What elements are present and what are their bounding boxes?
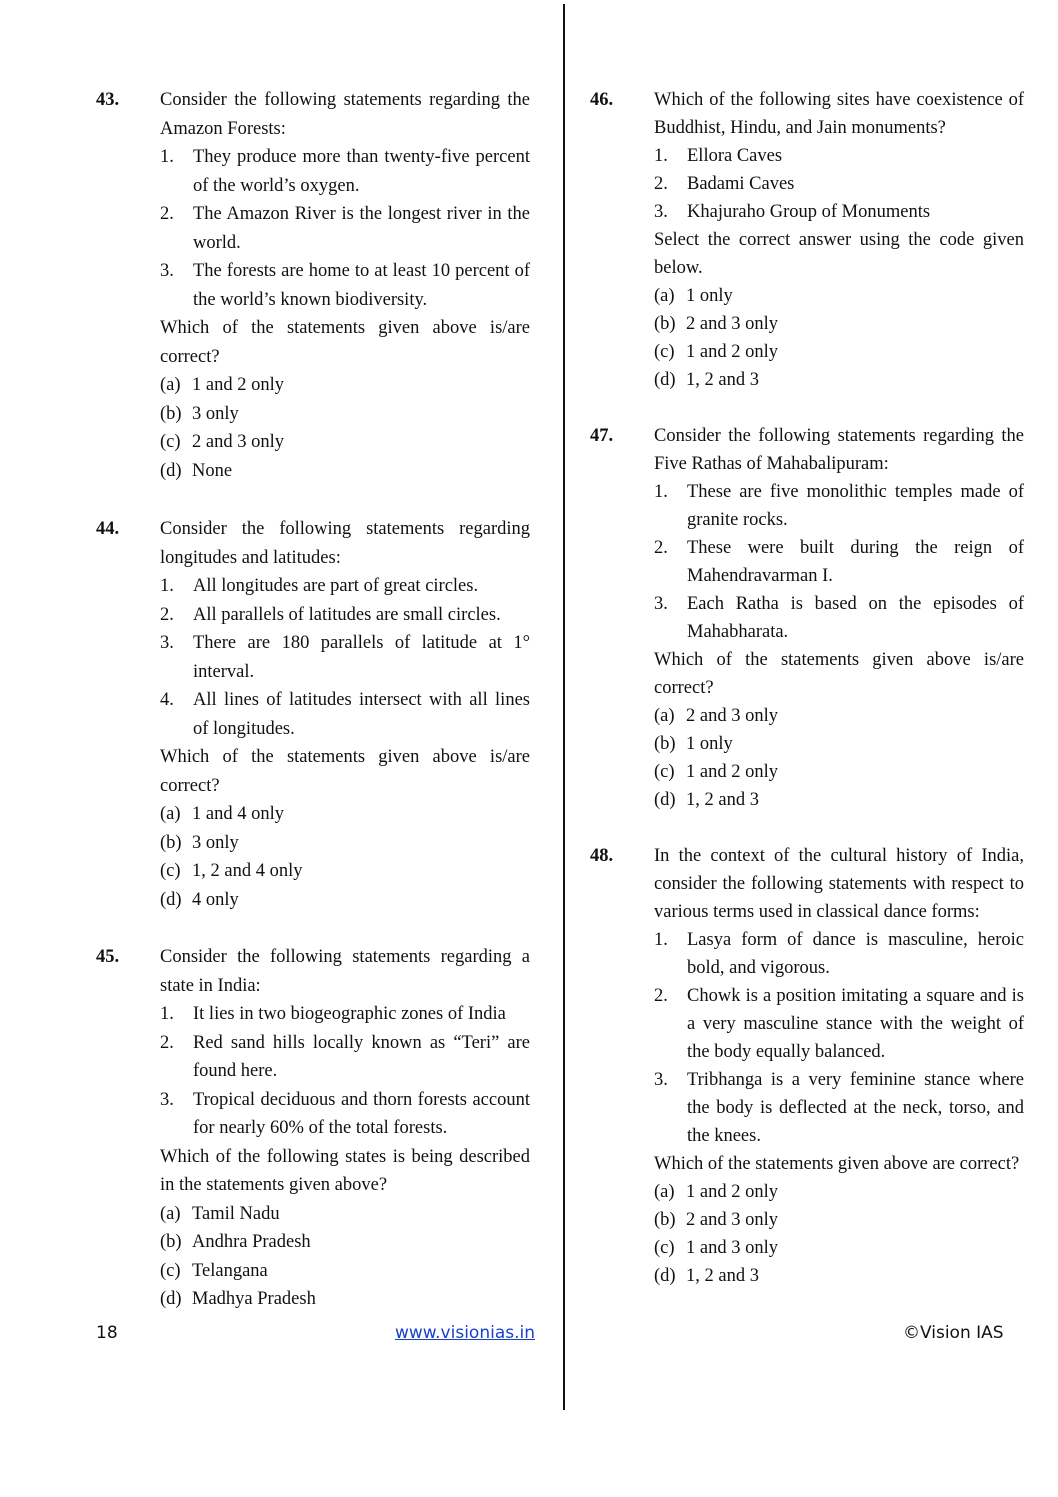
statement-number: 4. bbox=[160, 690, 174, 710]
option-label: (c) bbox=[654, 1238, 675, 1258]
statement-text: All lines of latitudes intersect with all lines of longitudes. bbox=[193, 690, 530, 739]
option-a[interactable] bbox=[654, 282, 1024, 310]
option-text: 3 only bbox=[192, 403, 239, 424]
option-label: (a) bbox=[654, 286, 675, 306]
option-label: (b) bbox=[654, 1210, 676, 1230]
option-d[interactable] bbox=[160, 886, 530, 915]
statement-number: 3. bbox=[160, 633, 174, 653]
option-text: 2 and 3 only bbox=[686, 1210, 778, 1230]
option-d[interactable] bbox=[654, 1262, 1024, 1290]
option-text: 1 and 2 only bbox=[686, 1182, 778, 1202]
statement-text: There are 180 parallels of latitude at 1° interval. bbox=[193, 633, 530, 682]
option-d[interactable] bbox=[160, 1285, 530, 1314]
option-a[interactable] bbox=[654, 702, 1024, 730]
question-stem: Consider the following statements regarding the Five Rathas of Mahabalipuram: bbox=[654, 426, 1024, 474]
statement-number: 1. bbox=[654, 930, 668, 950]
question-47 bbox=[590, 422, 1024, 814]
option-label: (c) bbox=[654, 762, 675, 782]
question-number: 45. bbox=[96, 947, 120, 967]
statement bbox=[654, 926, 1024, 982]
statement-number: 1. bbox=[160, 576, 174, 596]
statement-text: These are five monolithic temples made of granite rocks. bbox=[687, 482, 1024, 530]
option-label: (d) bbox=[160, 460, 182, 481]
page-number: 18 bbox=[96, 1323, 118, 1343]
option-text: 1, 2 and 3 bbox=[686, 370, 759, 390]
option-label: (c) bbox=[160, 432, 181, 452]
statement bbox=[160, 601, 530, 630]
question-prompt: Which of the statements given above is/are correct? bbox=[160, 318, 530, 367]
statement-number: 1. bbox=[654, 482, 668, 502]
option-text: 1, 2 and 3 bbox=[686, 790, 759, 810]
option-a[interactable] bbox=[654, 1178, 1024, 1206]
option-b[interactable] bbox=[654, 730, 1024, 758]
statement bbox=[654, 590, 1024, 646]
statement-text: All longitudes are part of great circles. bbox=[193, 576, 479, 596]
option-text: 2 and 3 only bbox=[686, 706, 778, 726]
option-text: 1 and 2 only bbox=[192, 375, 284, 395]
statement-text: These were built during the reign of Mahendravarman I. bbox=[687, 538, 1024, 586]
option-d[interactable] bbox=[160, 457, 530, 486]
statement-number: 2. bbox=[654, 986, 668, 1006]
option-label: (b) bbox=[160, 1232, 182, 1252]
option-label: (a) bbox=[160, 804, 181, 824]
option-label: (a) bbox=[160, 1203, 181, 1224]
option-text: 1 only bbox=[686, 734, 733, 754]
option-label: (d) bbox=[654, 790, 676, 810]
question-number: 43. bbox=[96, 90, 120, 110]
statement-text: Each Ratha is based on the episodes of Mahabharata. bbox=[687, 594, 1024, 642]
option-text: None bbox=[192, 460, 233, 481]
option-c[interactable] bbox=[160, 1257, 530, 1286]
option-b[interactable] bbox=[160, 829, 530, 858]
right-column bbox=[590, 86, 1024, 1290]
option-text: Telangana bbox=[192, 1260, 268, 1281]
statement bbox=[654, 982, 1024, 1066]
question-44 bbox=[96, 515, 530, 914]
question-number: 47. bbox=[590, 426, 614, 446]
option-text: 1 and 4 only bbox=[192, 804, 284, 824]
option-b[interactable] bbox=[654, 310, 1024, 338]
statement bbox=[654, 1066, 1024, 1150]
statement bbox=[160, 143, 530, 200]
option-text: 4 only bbox=[192, 889, 239, 910]
option-text: 1, 2 and 3 bbox=[686, 1266, 759, 1286]
statement-number: 3. bbox=[160, 261, 174, 281]
option-label: (c) bbox=[160, 1260, 181, 1281]
question-45 bbox=[96, 943, 530, 1314]
statement bbox=[160, 686, 530, 743]
option-label: (b) bbox=[654, 734, 676, 754]
option-label: (a) bbox=[654, 1182, 675, 1202]
statement-text: Red sand hills locally known as “Teri” are found here. bbox=[193, 1032, 530, 1081]
column-divider bbox=[563, 4, 565, 1410]
question-48 bbox=[590, 842, 1024, 1290]
option-a[interactable] bbox=[160, 371, 530, 400]
statement bbox=[160, 1086, 530, 1143]
option-b[interactable] bbox=[654, 1206, 1024, 1234]
statement-number: 1. bbox=[654, 146, 668, 166]
option-c[interactable] bbox=[160, 428, 530, 457]
statement-number: 3. bbox=[654, 202, 668, 222]
option-text: 2 and 3 only bbox=[686, 314, 778, 334]
option-c[interactable] bbox=[654, 1234, 1024, 1262]
statement-number: 3. bbox=[654, 1070, 668, 1090]
option-text: Tamil Nadu bbox=[192, 1203, 280, 1224]
statement-text: All parallels of latitudes are small circles. bbox=[193, 604, 501, 625]
option-label: (d) bbox=[654, 370, 676, 390]
option-c[interactable] bbox=[654, 338, 1024, 366]
option-text: 3 only bbox=[192, 832, 239, 853]
option-text: 1, 2 and 4 only bbox=[192, 861, 303, 881]
statement bbox=[160, 572, 530, 601]
question-number: 46. bbox=[590, 90, 614, 110]
statement-text: Chowk is a position imitating a square and is a very masculine stance with the weight of the body equally balanced. bbox=[687, 986, 1024, 1062]
option-text: 1 only bbox=[686, 286, 733, 306]
option-text: 1 and 2 only bbox=[686, 342, 778, 362]
question-prompt: Which of the statements given above is/are correct? bbox=[160, 747, 530, 796]
statement-number: 3. bbox=[654, 594, 668, 614]
statement-text: They produce more than twenty-five percent of the world’s oxygen. bbox=[193, 147, 530, 196]
option-label: (c) bbox=[160, 861, 181, 881]
question-stem: Which of the following sites have coexistence of Buddhist, Hindu, and Jain monuments? bbox=[654, 90, 1024, 138]
option-a[interactable] bbox=[160, 1200, 530, 1229]
question-stem: In the context of the cultural history of India, consider the following statements with respect to various terms used in classical dance forms: bbox=[654, 846, 1024, 922]
statement-text: Lasya form of dance is masculine, heroic bold, and vigorous. bbox=[687, 930, 1024, 978]
statement-number: 1. bbox=[160, 147, 174, 167]
left-column bbox=[96, 86, 530, 1314]
option-label: (a) bbox=[160, 375, 181, 395]
option-b[interactable] bbox=[160, 400, 530, 429]
option-d[interactable] bbox=[654, 366, 1024, 394]
statement bbox=[654, 142, 1024, 170]
option-label: (d) bbox=[654, 1266, 676, 1286]
statement-number: 2. bbox=[160, 1032, 174, 1053]
option-text: 1 and 3 only bbox=[686, 1238, 778, 1258]
statement-text: The Amazon River is the longest river in the world. bbox=[193, 204, 530, 253]
question-stem: Consider the following statements regarding the Amazon Forests: bbox=[160, 90, 530, 139]
copyright-notice: ©Vision IAS bbox=[903, 1323, 1004, 1343]
statement bbox=[160, 629, 530, 686]
option-text: 2 and 3 only bbox=[192, 432, 284, 452]
question-stem: Consider the following statements regarding a state in India: bbox=[160, 947, 530, 996]
option-text: 1 and 2 only bbox=[686, 762, 778, 782]
statement-number: 2. bbox=[654, 174, 668, 194]
option-c[interactable] bbox=[654, 758, 1024, 786]
statement bbox=[654, 198, 1024, 226]
statement-number: 1. bbox=[160, 1004, 174, 1024]
option-label: (b) bbox=[160, 832, 182, 853]
option-d[interactable] bbox=[654, 786, 1024, 814]
question-prompt: Which of the statements given above is/are correct? bbox=[654, 650, 1024, 698]
statement-text: It lies in two biogeographic zones of India bbox=[193, 1004, 506, 1024]
option-label: (c) bbox=[654, 342, 675, 362]
statement bbox=[654, 534, 1024, 590]
option-b[interactable] bbox=[160, 1228, 530, 1257]
statement-number: 3. bbox=[160, 1089, 174, 1110]
option-label: (b) bbox=[160, 403, 182, 424]
option-label: (a) bbox=[654, 706, 675, 726]
statement-text: Khajuraho Group of Monuments bbox=[687, 202, 931, 222]
website-link[interactable]: www.visionias.in bbox=[395, 1323, 535, 1343]
statement-text: Ellora Caves bbox=[687, 146, 783, 166]
statement-number: 2. bbox=[160, 604, 174, 625]
statement-text: Tribhanga is a very feminine stance where the body is deflected at the neck, torso, and the knees. bbox=[687, 1070, 1024, 1146]
option-text: Andhra Pradesh bbox=[192, 1232, 311, 1252]
statement-number: 2. bbox=[160, 204, 174, 224]
statement-text: Badami Caves bbox=[687, 174, 795, 194]
question-prompt: Select the correct answer using the code given below. bbox=[654, 230, 1024, 278]
question-number: 48. bbox=[590, 846, 614, 866]
option-label: (b) bbox=[654, 314, 676, 334]
statement bbox=[654, 170, 1024, 198]
option-a[interactable] bbox=[160, 800, 530, 829]
question-prompt: Which of the statements given above are correct? bbox=[654, 1154, 1020, 1174]
statement bbox=[654, 478, 1024, 534]
option-c[interactable] bbox=[160, 857, 530, 886]
question-prompt: Which of the following states is being described in the statements given above? bbox=[160, 1146, 530, 1195]
statement bbox=[160, 1000, 530, 1029]
statement bbox=[160, 257, 530, 314]
statement-text: The forests are home to at least 10 percent of the world’s known biodiversity. bbox=[193, 261, 530, 310]
question-stem: Consider the following statements regarding longitudes and latitudes: bbox=[160, 519, 530, 568]
statement-text: Tropical deciduous and thorn forests account for nearly 60% of the total forests. bbox=[193, 1089, 530, 1138]
option-label: (d) bbox=[160, 1289, 182, 1309]
question-46 bbox=[590, 86, 1024, 394]
statement-number: 2. bbox=[654, 538, 668, 558]
question-43 bbox=[96, 86, 530, 485]
statement bbox=[160, 200, 530, 257]
option-label: (d) bbox=[160, 889, 182, 910]
option-text: Madhya Pradesh bbox=[192, 1289, 316, 1309]
question-number: 44. bbox=[96, 519, 120, 539]
statement bbox=[160, 1029, 530, 1086]
